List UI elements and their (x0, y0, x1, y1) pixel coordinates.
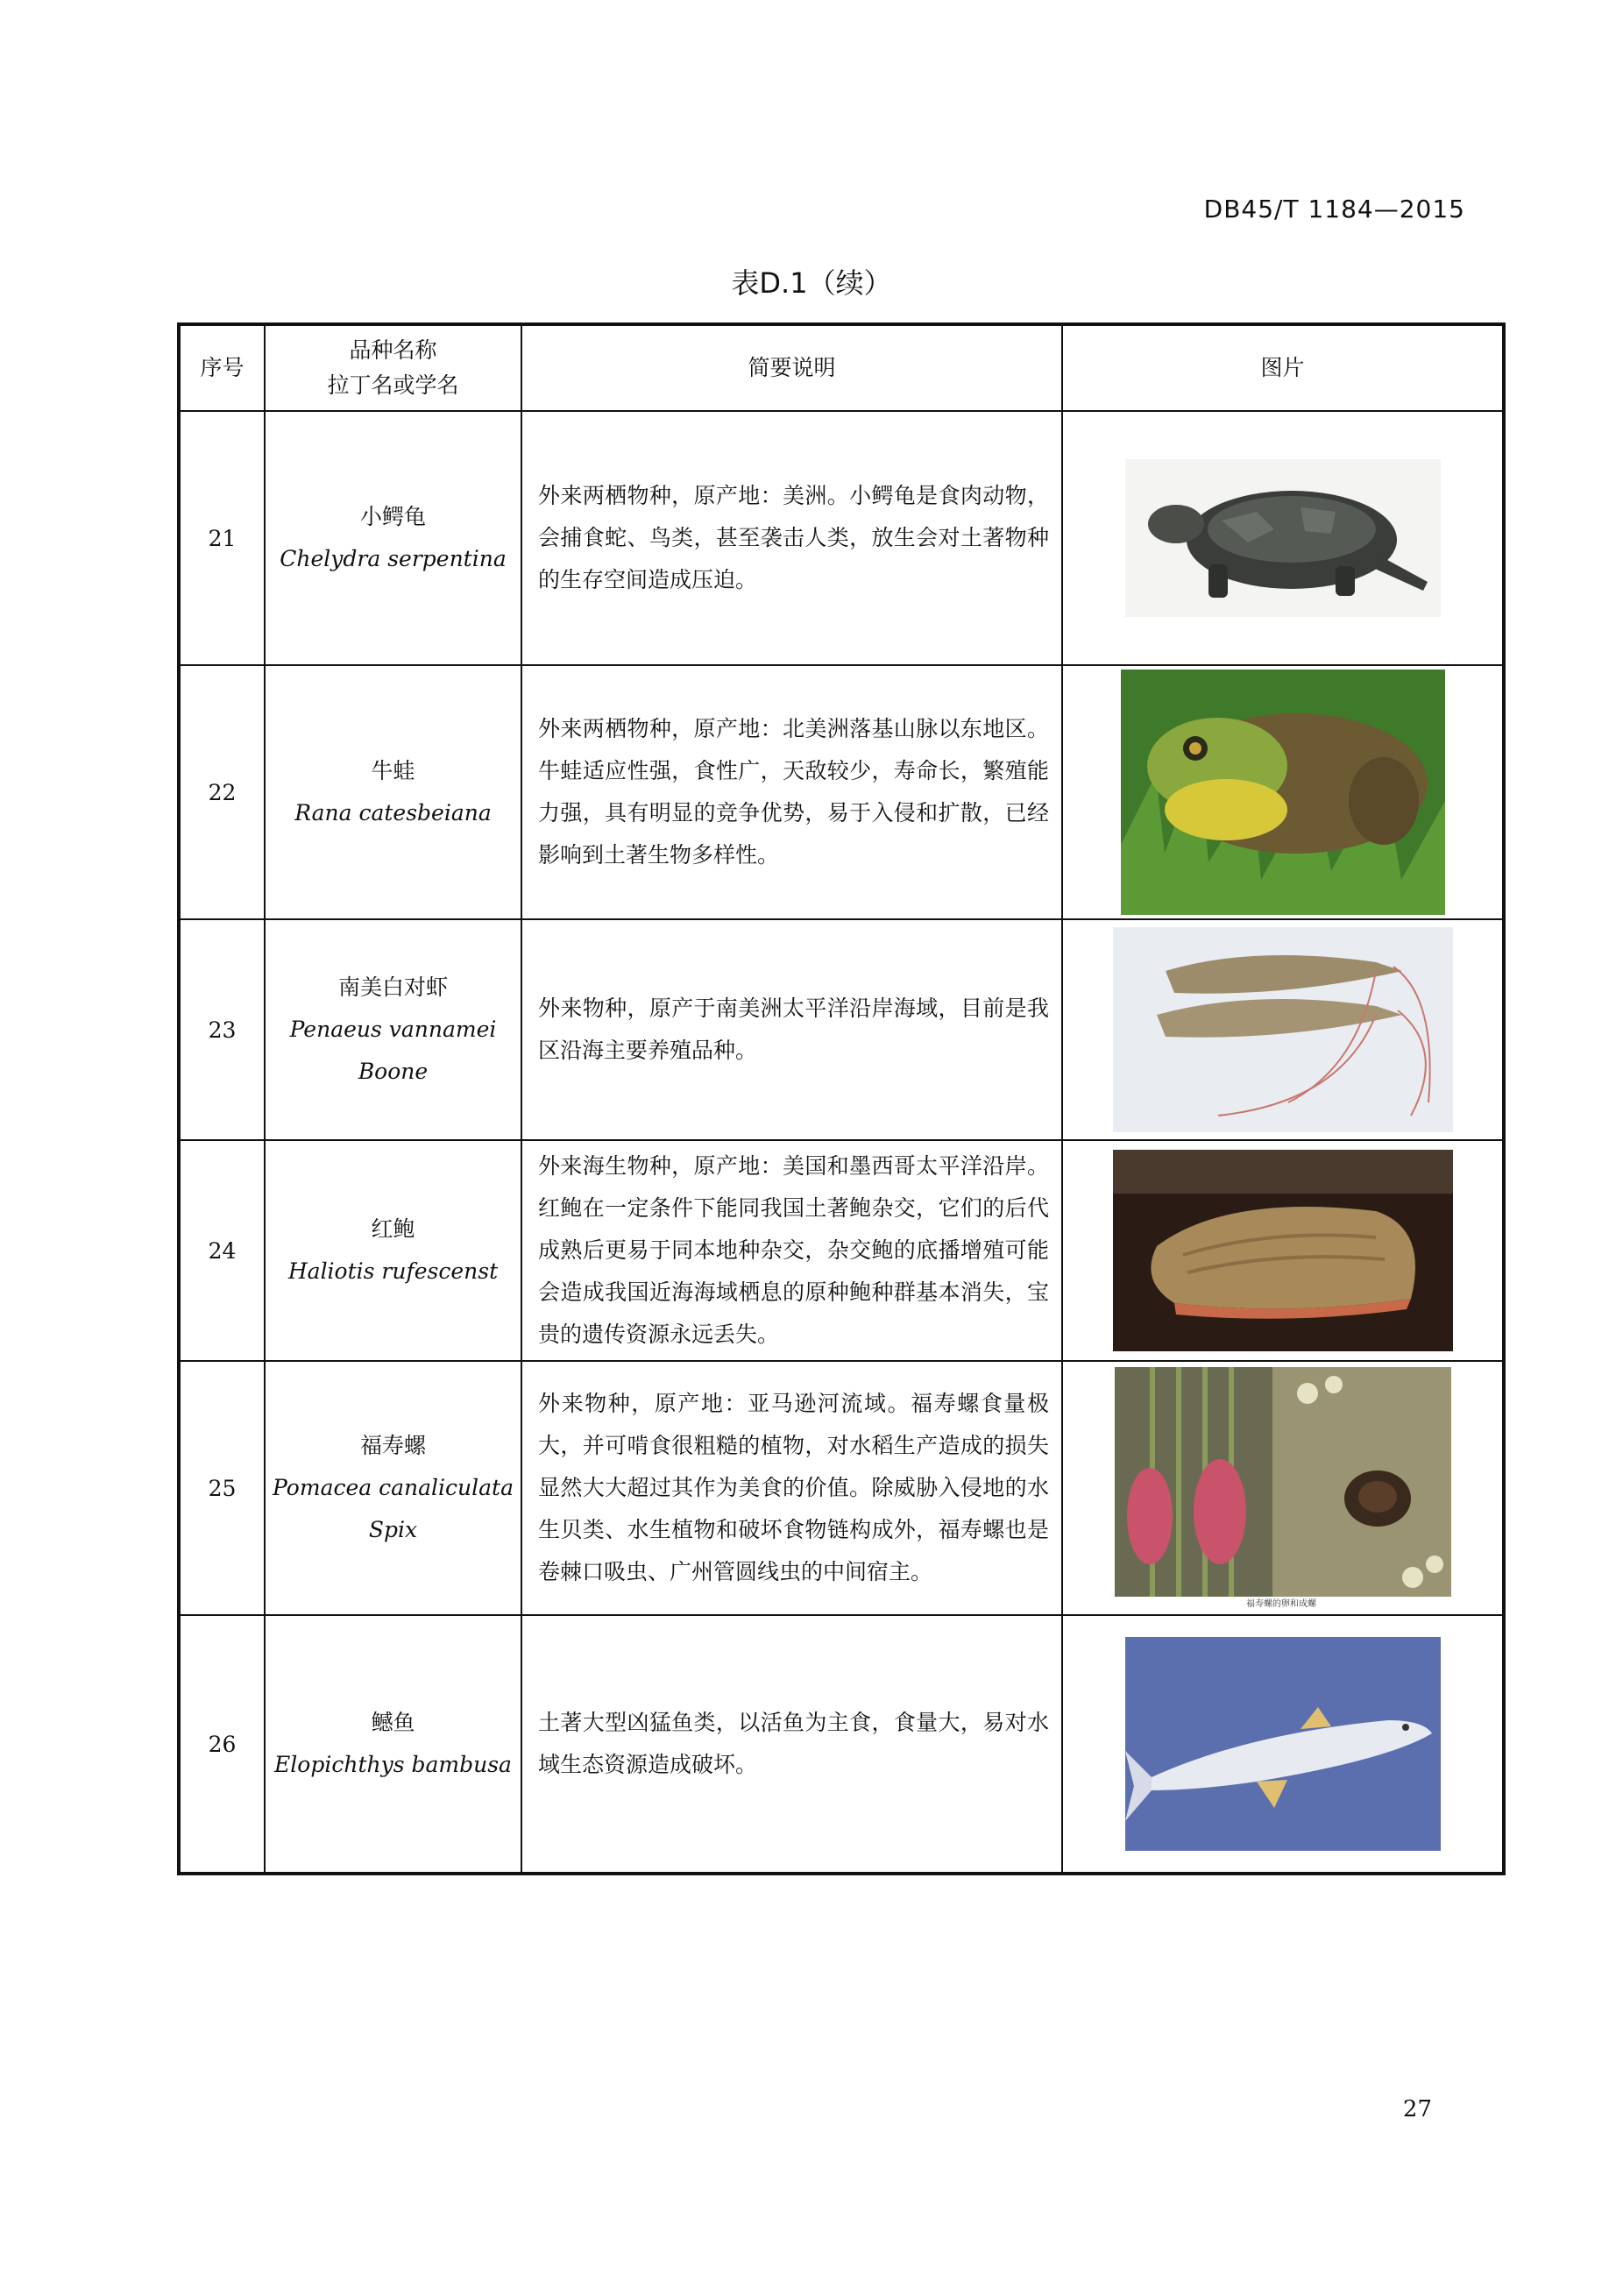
table-header-row (179, 324, 1504, 411)
bullfrog-photo-icon (1121, 670, 1445, 915)
species-image-cell (1062, 919, 1504, 1140)
species-name (265, 1615, 521, 1874)
header-no: 序号 (179, 324, 265, 411)
document-code: DB45/T 1184—2015 (1203, 195, 1465, 223)
species-image-cell (1062, 1140, 1504, 1361)
species-description: 土著大型凶猛鱼类，以活鱼为主食，食量大，易对水域生态资源造成破坏。 (521, 1615, 1062, 1874)
species-name (265, 1140, 521, 1361)
species-name-latin: Elopichthys bambusa (274, 1752, 512, 1777)
header-desc: 简要说明 (521, 324, 1062, 411)
species-table (177, 322, 1506, 1875)
row-number: 22 (179, 665, 265, 919)
species-name (265, 665, 521, 919)
species-description: 外来海生物种，原产地：美国和墨西哥太平洋沿岸。红鲍在一定条件下能同我国土著鲍杂交，它们的后代成熟后更易于同本地种杂交，杂交鲍的底播增殖可能会造成我国近海海域栖息的原种鲍种群基本消失，宝贵的遗传资源永远丢失。 (521, 1140, 1062, 1361)
species-image-cell (1062, 1361, 1504, 1615)
species-name-cn: 鳡鱼 (371, 1710, 415, 1735)
header-name-line1: 品种名称 (349, 337, 437, 363)
image-caption: 福寿螺的卵和成螺 (1245, 1599, 1316, 1609)
species-name-latin-author: Spix (368, 1517, 418, 1542)
species-name-cn: 福寿螺 (359, 1433, 426, 1458)
snapping-turtle-photo-icon (1125, 459, 1441, 617)
row-number: 26 (179, 1615, 265, 1874)
page-number: 27 (1402, 2096, 1432, 2122)
species-description: 外来两栖物种，原产地：美洲。小鳄龟是食肉动物，会捕食蛇、鸟类，甚至袭击人类，放生会对土著物种的生存空间造成压迫。 (521, 411, 1062, 665)
row-number: 21 (179, 411, 265, 665)
table-row (179, 1140, 1504, 1361)
header-name-line2: 拉丁名或学名 (327, 372, 459, 398)
species-name-cn: 红鲍 (371, 1216, 415, 1242)
row-number: 25 (179, 1361, 265, 1615)
table-row (179, 1361, 1504, 1615)
table-row (179, 919, 1504, 1140)
species-name-cn: 牛蛙 (371, 758, 415, 783)
species-name-latin-author: Boone (358, 1059, 429, 1084)
species-description: 外来物种，原产于南美洲太平洋沿岸海域，目前是我区沿海主要养殖品种。 (521, 919, 1062, 1140)
row-number: 24 (179, 1140, 265, 1361)
species-description: 外来两栖物种，原产地：北美洲落基山脉以东地区。牛蛙适应性强，食性广，天敌较少，寿命长，繁殖能力强，具有明显的竞争优势，易于入侵和扩散，已经影响到土著生物多样性。 (521, 665, 1062, 919)
species-name (265, 919, 521, 1140)
apple-snail-photo-icon (1115, 1367, 1451, 1609)
whiteleg-shrimp-photo-icon (1113, 927, 1453, 1132)
species-description: 外来物种，原产地：亚马逊河流域。福寿螺食量极大，并可啃食很粗糙的植物，对水稻生产造成的损失显然大大超过其作为美食的价值。除威胁入侵地的水生贝类、水生植物和破坏食物链构成外，福寿螺也是卷棘口吸虫、广州管圆线虫的中间宿主。 (521, 1361, 1062, 1615)
species-image-cell (1062, 665, 1504, 919)
species-name-cn: 小鳄龟 (359, 504, 426, 529)
table-row (179, 411, 1504, 665)
yellowcheek-fish-photo-icon (1125, 1637, 1441, 1851)
species-image-cell (1062, 411, 1504, 665)
species-name-latin: Haliotis rufescenst (287, 1258, 499, 1284)
species-name-cn: 南美白对虾 (337, 974, 448, 1000)
species-name-latin: Chelydra serpentina (280, 546, 507, 571)
species-name-latin: Rana catesbeiana (294, 800, 492, 826)
species-name (265, 411, 521, 665)
table-row (179, 665, 1504, 919)
table-row (179, 1615, 1504, 1874)
species-name (265, 1361, 521, 1615)
species-name-latin: Pomacea canaliculata (273, 1475, 514, 1500)
red-abalone-photo-icon (1113, 1150, 1453, 1351)
table-title: 表D.1（续） (731, 266, 892, 300)
species-name-latin: Penaeus vannamei (289, 1017, 497, 1042)
header-name (265, 324, 521, 411)
header-image: 图片 (1062, 324, 1504, 411)
row-number: 23 (179, 919, 265, 1140)
species-image-cell (1062, 1615, 1504, 1874)
